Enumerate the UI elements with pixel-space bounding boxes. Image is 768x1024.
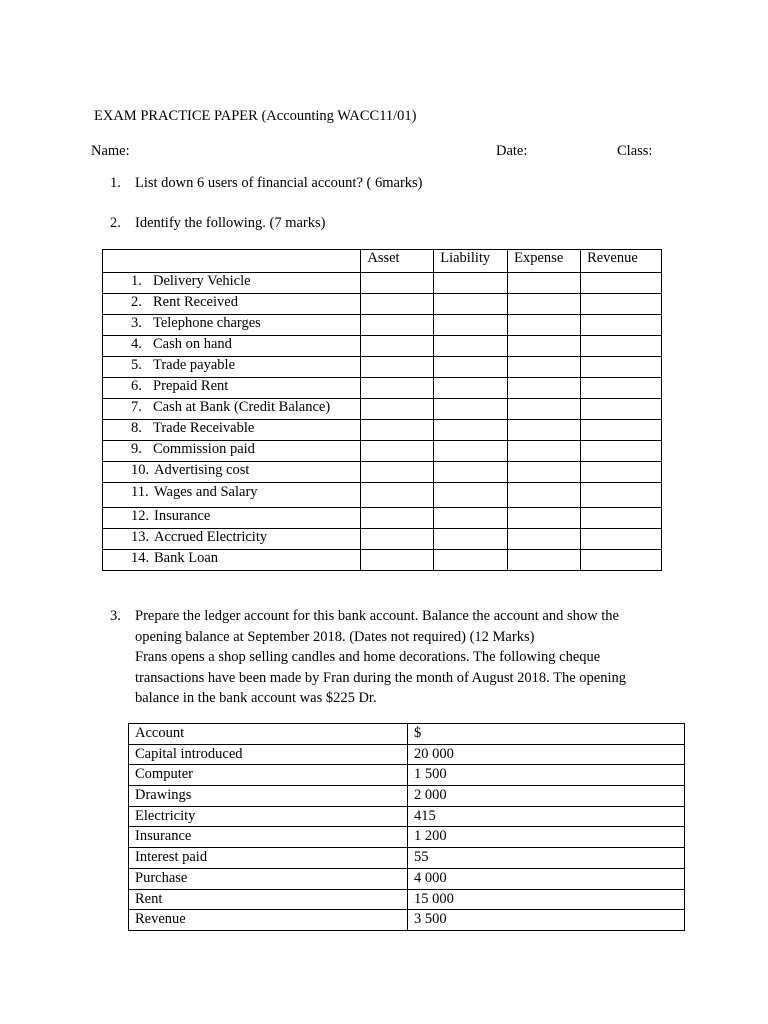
item-label: Trade Receivable: [153, 420, 255, 436]
identify-table: [102, 249, 662, 571]
item-label: Prepaid Rent: [153, 378, 229, 394]
answer-cell[interactable]: [508, 508, 581, 529]
item-label-cell: [103, 462, 361, 483]
table-row: [103, 441, 662, 462]
answer-cell[interactable]: [434, 420, 508, 441]
amount-cell: 3 500: [408, 910, 685, 931]
answer-cell[interactable]: [434, 273, 508, 294]
item-label: Cash at Bank (Credit Balance): [153, 399, 331, 415]
item-label-cell: [103, 315, 361, 336]
answer-cell[interactable]: [508, 441, 581, 462]
item-number: 8.: [131, 420, 142, 436]
date-label: Date:: [496, 143, 528, 159]
account-cell: Interest paid: [129, 848, 408, 869]
table-row: [103, 420, 662, 441]
answer-cell[interactable]: [508, 336, 581, 357]
question-number: 3.: [110, 608, 121, 624]
item-label: Trade payable: [153, 357, 236, 373]
answer-cell[interactable]: [508, 483, 581, 508]
identify-table-header: [103, 250, 662, 273]
item-label: Cash on hand: [153, 336, 232, 352]
question-text: List down 6 users of financial account? ( 6marks): [135, 175, 423, 191]
item-label: Wages and Salary: [154, 484, 258, 500]
item-label-cell: [103, 357, 361, 378]
answer-cell[interactable]: [508, 399, 581, 420]
item-number: 5.: [131, 357, 142, 373]
item-number: 7.: [131, 399, 142, 415]
item-label: Insurance: [154, 508, 211, 524]
answer-cell[interactable]: [581, 550, 662, 571]
answer-cell[interactable]: [434, 529, 508, 550]
answer-cell[interactable]: [434, 550, 508, 571]
class-label: Class:: [617, 143, 653, 159]
amount-cell: 415: [408, 806, 685, 827]
answer-cell[interactable]: [434, 399, 508, 420]
answer-cell[interactable]: [581, 529, 662, 550]
table-row: [129, 910, 685, 931]
answer-cell[interactable]: [581, 462, 662, 483]
account-cell: Capital introduced: [129, 744, 408, 765]
answer-cell[interactable]: [581, 378, 662, 399]
account-cell: Revenue: [129, 910, 408, 931]
header-cell: Asset: [361, 250, 434, 273]
table-row: [129, 786, 685, 807]
question-1: [110, 175, 423, 192]
amount-cell: 20 000: [408, 744, 685, 765]
answer-cell[interactable]: [361, 315, 434, 336]
answer-cell[interactable]: [508, 357, 581, 378]
header-cell: Account: [129, 724, 408, 745]
table-row: [103, 399, 662, 420]
item-number: 13.: [131, 529, 150, 545]
answer-cell[interactable]: [434, 483, 508, 508]
answer-cell[interactable]: [581, 483, 662, 508]
table-row: [129, 806, 685, 827]
item-label-cell: [103, 378, 361, 399]
item-label-cell: [103, 294, 361, 315]
amount-cell: 15 000: [408, 889, 685, 910]
answer-cell[interactable]: [508, 378, 581, 399]
answer-cell[interactable]: [361, 294, 434, 315]
item-number: 11.: [131, 484, 149, 500]
item-label-cell: [103, 483, 361, 508]
item-number: 12.: [131, 508, 150, 524]
item-label-cell: [103, 336, 361, 357]
answer-cell[interactable]: [434, 508, 508, 529]
answer-cell[interactable]: [508, 315, 581, 336]
account-cell: Drawings: [129, 786, 408, 807]
item-number: 9.: [131, 441, 142, 457]
item-label: Commission paid: [153, 441, 255, 457]
answer-cell[interactable]: [361, 441, 434, 462]
question-3: [110, 606, 675, 709]
answer-cell[interactable]: [361, 508, 434, 529]
item-label-cell: [103, 529, 361, 550]
item-label: Advertising cost: [154, 462, 250, 478]
answer-cell[interactable]: [434, 336, 508, 357]
item-label: Telephone charges: [153, 315, 261, 331]
item-label-cell: [103, 273, 361, 294]
answer-cell[interactable]: [581, 508, 662, 529]
question-number: 1.: [110, 175, 121, 191]
item-label: Accrued Electricity: [154, 529, 268, 545]
answer-cell[interactable]: [361, 420, 434, 441]
answer-cell[interactable]: [361, 462, 434, 483]
header-cell: $: [408, 724, 685, 745]
table-row: [103, 508, 662, 529]
amount-cell: 1 500: [408, 765, 685, 786]
item-number: 3.: [131, 315, 142, 331]
ledger-table-header: [129, 724, 685, 745]
answer-cell[interactable]: [508, 273, 581, 294]
item-label-cell: [103, 441, 361, 462]
item-label-cell: [103, 508, 361, 529]
amount-cell: 1 200: [408, 827, 685, 848]
item-label-cell: [103, 550, 361, 571]
answer-cell[interactable]: [361, 399, 434, 420]
amount-cell: 4 000: [408, 868, 685, 889]
question-line: opening balance at September 2018. (Dates not required) (12 Marks): [135, 628, 535, 645]
account-cell: Insurance: [129, 827, 408, 848]
answer-cell[interactable]: [361, 483, 434, 508]
header-cell: Expense: [508, 250, 581, 273]
question-line: transactions have been made by Fran during the month of August 2018. The opening: [135, 669, 627, 686]
table-row: [129, 744, 685, 765]
table-row: [103, 315, 662, 336]
table-row: [103, 462, 662, 483]
table-row: [129, 868, 685, 889]
item-number: 2.: [131, 294, 142, 310]
item-number: 1.: [131, 273, 142, 289]
answer-cell[interactable]: [508, 294, 581, 315]
answer-cell[interactable]: [434, 441, 508, 462]
item-number: 6.: [131, 378, 142, 394]
question-text: Identify the following. (7 marks): [135, 215, 326, 231]
answer-cell[interactable]: [508, 550, 581, 571]
question-line: Frans opens a shop selling candles and home decorations. The following cheque: [135, 649, 601, 665]
table-row: [129, 765, 685, 786]
table-row: [103, 336, 662, 357]
answer-cell[interactable]: [508, 420, 581, 441]
answer-cell[interactable]: [434, 315, 508, 336]
answer-cell[interactable]: [361, 336, 434, 357]
answer-cell[interactable]: [434, 462, 508, 483]
item-label: Rent Received: [153, 294, 238, 310]
question-line: Prepare the ledger account for this bank account. Balance the account and show the: [135, 608, 619, 624]
table-row: [103, 294, 662, 315]
question-text: [135, 606, 675, 709]
item-number: 10.: [131, 462, 150, 478]
question-number: 2.: [110, 215, 121, 231]
answer-cell[interactable]: [581, 399, 662, 420]
table-row: [129, 848, 685, 869]
answer-cell[interactable]: [361, 550, 434, 571]
account-cell: Electricity: [129, 806, 408, 827]
answer-cell[interactable]: [581, 336, 662, 357]
header-cell: [103, 250, 361, 273]
table-row: [103, 550, 662, 571]
answer-cell[interactable]: [361, 357, 434, 378]
amount-cell: 2 000: [408, 786, 685, 807]
table-row: [129, 827, 685, 848]
header-cell: Liability: [434, 250, 508, 273]
name-label: Name:: [91, 143, 130, 159]
account-cell: Purchase: [129, 868, 408, 889]
item-label: Bank Loan: [154, 550, 219, 566]
answer-cell[interactable]: [581, 273, 662, 294]
item-number: 14.: [131, 550, 150, 566]
answer-cell[interactable]: [508, 529, 581, 550]
answer-cell[interactable]: [581, 441, 662, 462]
item-label-cell: [103, 420, 361, 441]
table-row: [103, 483, 662, 508]
account-cell: Computer: [129, 765, 408, 786]
answer-cell[interactable]: [361, 273, 434, 294]
answer-cell[interactable]: [581, 420, 662, 441]
table-row: [103, 378, 662, 399]
table-row: [103, 357, 662, 378]
question-2: [110, 215, 325, 232]
table-row: [103, 273, 662, 294]
answer-cell[interactable]: [581, 315, 662, 336]
answer-cell[interactable]: [434, 357, 508, 378]
answer-cell[interactable]: [581, 294, 662, 315]
account-cell: Rent: [129, 889, 408, 910]
answer-cell[interactable]: [508, 462, 581, 483]
header-cell: Revenue: [581, 250, 662, 273]
answer-cell[interactable]: [581, 357, 662, 378]
answer-cell[interactable]: [361, 378, 434, 399]
answer-cell[interactable]: [434, 378, 508, 399]
table-row: [103, 529, 662, 550]
item-number: 4.: [131, 336, 142, 352]
answer-cell[interactable]: [361, 529, 434, 550]
table-row: [129, 889, 685, 910]
answer-cell[interactable]: [434, 294, 508, 315]
amount-cell: 55: [408, 848, 685, 869]
item-label-cell: [103, 399, 361, 420]
item-label: Delivery Vehicle: [153, 273, 251, 289]
question-line: balance in the bank account was $225 Dr.: [135, 690, 377, 706]
ledger-table: [128, 723, 685, 931]
paper-title: EXAM PRACTICE PAPER (Accounting WACC11/01): [94, 108, 417, 124]
